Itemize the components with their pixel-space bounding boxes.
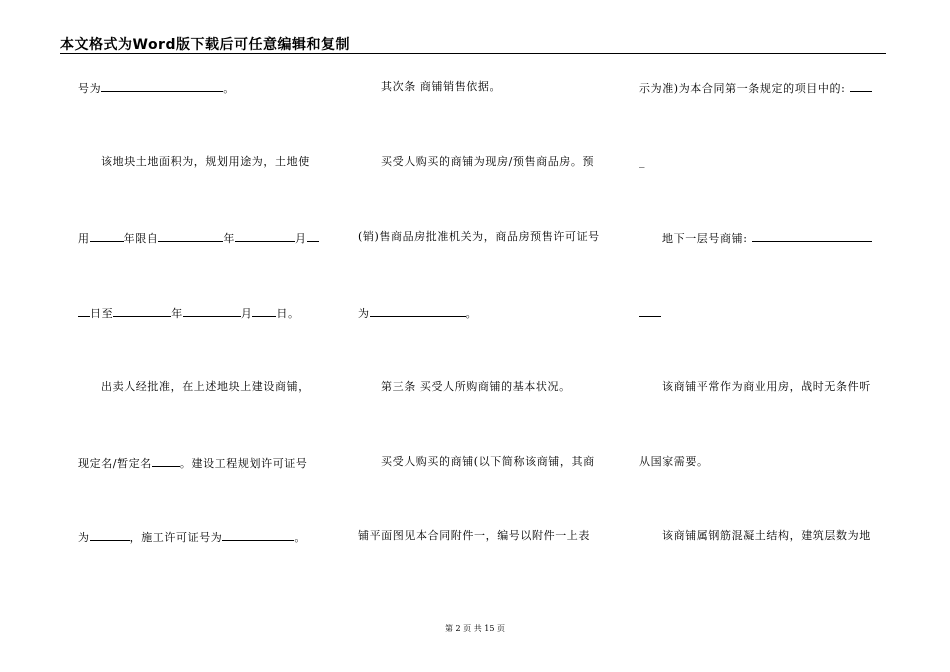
text-fragment: 用 [78,232,90,245]
blank-underline [252,305,276,317]
text-fragment: 示为准)为本合同第一条规定的项目中的: [639,82,846,95]
right-line-1 [639,80,872,96]
blank-underline [222,529,294,541]
text-fragment: 月 [295,232,307,245]
middle-line-7: 铺平面图见本合同附件一，编号以附件一上表 [358,529,590,542]
right-line-2: _ [639,155,646,168]
blank-underline [850,80,872,92]
text-fragment: 为 [78,531,90,544]
right-line-7: 该商铺属钢筋混凝土结构，建筑层数为地 [662,529,871,542]
left-line-3 [78,230,319,246]
left-line-7 [78,529,306,545]
blank-underline [307,230,319,242]
left-line-4 [78,305,300,321]
blank-underline [101,80,223,92]
text-fragment: 。 [223,82,235,95]
text-fragment: 地下一层号商铺: [662,232,748,245]
document-header-title: 本文格式为Word版下载后可任意编辑和复制 [60,37,350,53]
middle-line-6: 买受人购买的商铺(以下简称该商铺，其商 [381,455,595,468]
header-divider [60,53,886,54]
blank-underline [90,529,130,541]
text-fragment: 。 [294,531,307,544]
text-fragment: 现定名/暂定名 [78,457,152,470]
blank-underline [752,230,872,242]
blank-underline [90,230,124,242]
left-line-5: 出卖人经批准，在上述地块上建设商铺， [101,380,310,393]
page-number-footer: 第 2 页 共 15 页 [445,624,505,633]
left-line-1 [78,80,235,96]
blank-underline [639,305,661,317]
middle-line-1: 其次条 商铺销售依据。 [381,80,502,93]
middle-line-2: 买受人购买的商铺为现房/预售商品房。预 [381,155,595,168]
middle-line-3: (销)售商品房批准机关为，商品房预售许可证号 [358,230,600,243]
right-line-5: 该商铺平常作为商业用房，战时无条件听 [662,380,871,393]
text-fragment: 号为 [78,82,102,95]
text-fragment: ，施工许可证号为 [129,531,223,544]
text-fragment: 为 [358,307,370,320]
blank-underline [152,455,180,467]
left-line-2: 该地块土地面积为，规划用途为，土地使 [101,155,310,168]
text-fragment: 。建设工程规划许可证号 [179,457,308,470]
middle-line-5: 第三条 买受人所购商铺的基本状况。 [381,380,571,393]
blank-underline [158,230,223,242]
blank-underline [235,230,295,242]
blank-underline [78,305,90,317]
text-fragment: 年 [171,307,183,320]
text-fragment: 日至 [90,307,114,320]
blank-underline [113,305,171,317]
text-fragment: 年 [223,232,236,245]
text-fragment: 日。 [276,307,300,320]
left-line-6 [78,455,308,471]
blank-underline [370,305,466,317]
middle-line-4 [358,305,477,321]
right-line-3 [662,230,872,246]
text-fragment: 月 [240,307,253,320]
right-line-4 [639,305,661,321]
blank-underline [183,305,241,317]
text-fragment: 年限自 [123,232,159,245]
right-line-6: 从国家需要。 [639,455,709,468]
text-fragment: 。 [465,307,478,320]
